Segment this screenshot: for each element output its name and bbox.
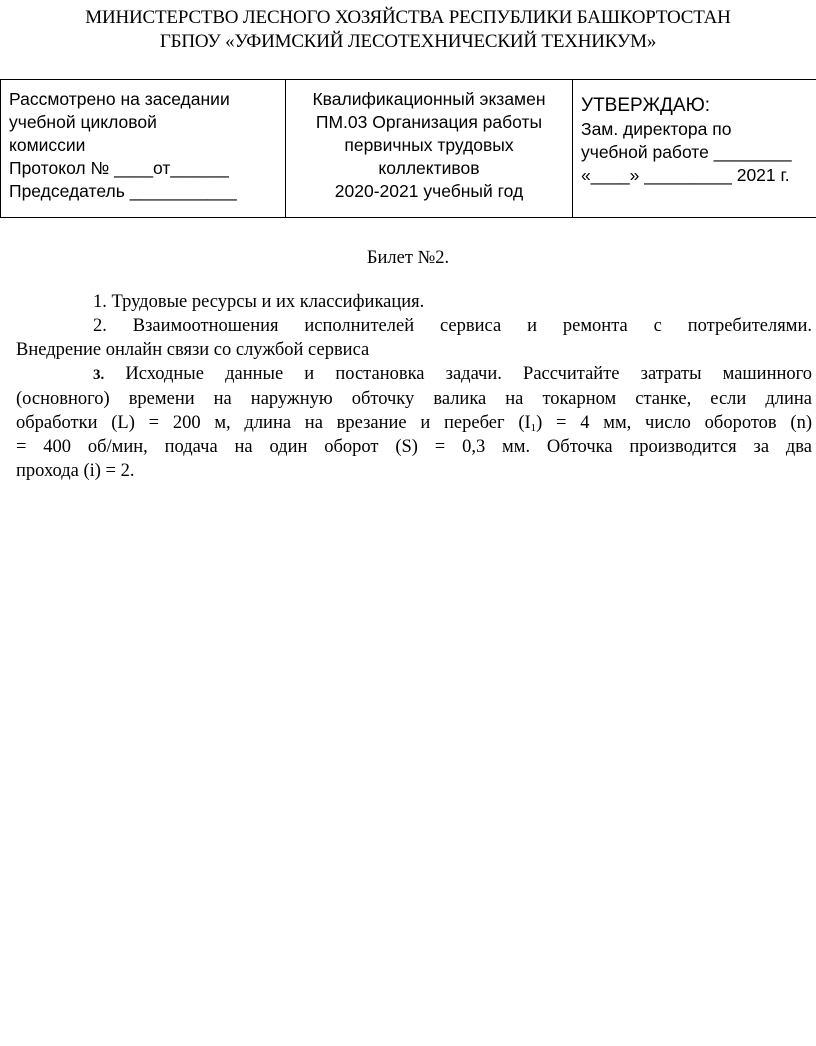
question-3	[16, 362, 812, 387]
approve-line: учебной работе ________	[581, 142, 792, 162]
exam-line: первичных трудовых	[344, 135, 514, 155]
question-3-number: 3.	[93, 367, 105, 383]
question-2	[16, 314, 812, 338]
question-3-text: ) = 4 мм, число оборотов (n)	[536, 413, 812, 433]
academic-year-line: 2020-2021 учебный год	[334, 181, 524, 201]
question-3-text: = 400 об/мин, подача на один оборот (S) = 0,3 мм. Обточка производится за два	[16, 437, 812, 457]
institution-title: ГБПОУ «УФИМСКИЙ ЛЕСОТЕХНИЧЕСКИЙ ТЕХНИКУМ»	[159, 31, 657, 52]
ticket-title: Билет №2.	[366, 248, 450, 268]
question-3-line	[16, 387, 812, 411]
approval-table	[0, 79, 816, 218]
exam-info-cell	[286, 80, 573, 218]
questions-list	[16, 290, 812, 483]
approve-line: Зам. директора по	[581, 119, 732, 139]
subscript-index: 1	[530, 422, 537, 434]
question-3-line	[16, 411, 812, 435]
question-3-text: прохода (i) = 2.	[16, 461, 135, 481]
question-3-text: (основного) времени на наружную обточку валика на токарном станке, если длина	[16, 389, 812, 409]
question-3-line	[16, 435, 812, 459]
approval-cell	[573, 80, 816, 218]
exam-line: ПМ.03 Организация работы	[315, 112, 543, 132]
question-2-continued	[16, 338, 812, 362]
commission-cell	[1, 80, 286, 218]
commission-line: учебной цикловой	[9, 112, 157, 132]
question-1-text: 1. Трудовые ресурсы и их классификация.	[93, 292, 425, 312]
approve-date-line: «____» _________ 2021 г.	[581, 165, 790, 185]
question-3-text: Исходные данные и постановка задачи. Рассчитайте затраты машинного	[125, 364, 813, 384]
document-header	[0, 6, 816, 54]
question-2-text: 2. Взаимоотношения исполнителей сервиса и ремонта с потребителями.	[93, 316, 812, 336]
approve-heading: УТВЕРЖДАЮ:	[581, 95, 711, 116]
question-3-text: обработки (L) = 200 м, длина на врезание и перебег (I	[16, 413, 531, 433]
question-2-text-cont: Внедрение онлайн связи со службой сервиса	[16, 340, 370, 360]
protocol-line: Протокол № ____от______	[9, 158, 229, 178]
question-1	[16, 290, 812, 314]
chairman-line: Председатель ___________	[9, 181, 237, 201]
exam-line: Квалификационный экзамен	[312, 89, 546, 109]
commission-line: Рассмотрено на заседании	[9, 89, 230, 109]
commission-line: комиссии	[9, 135, 86, 155]
ministry-title: МИНИСТЕРСТВО ЛЕСНОГО ХОЗЯЙСТВА РЕСПУБЛИКИ БАШКОРТОСТАН	[85, 7, 731, 28]
exam-line: коллективов	[378, 158, 480, 178]
approval-table-container	[0, 79, 816, 219]
question-3-line	[16, 459, 812, 483]
